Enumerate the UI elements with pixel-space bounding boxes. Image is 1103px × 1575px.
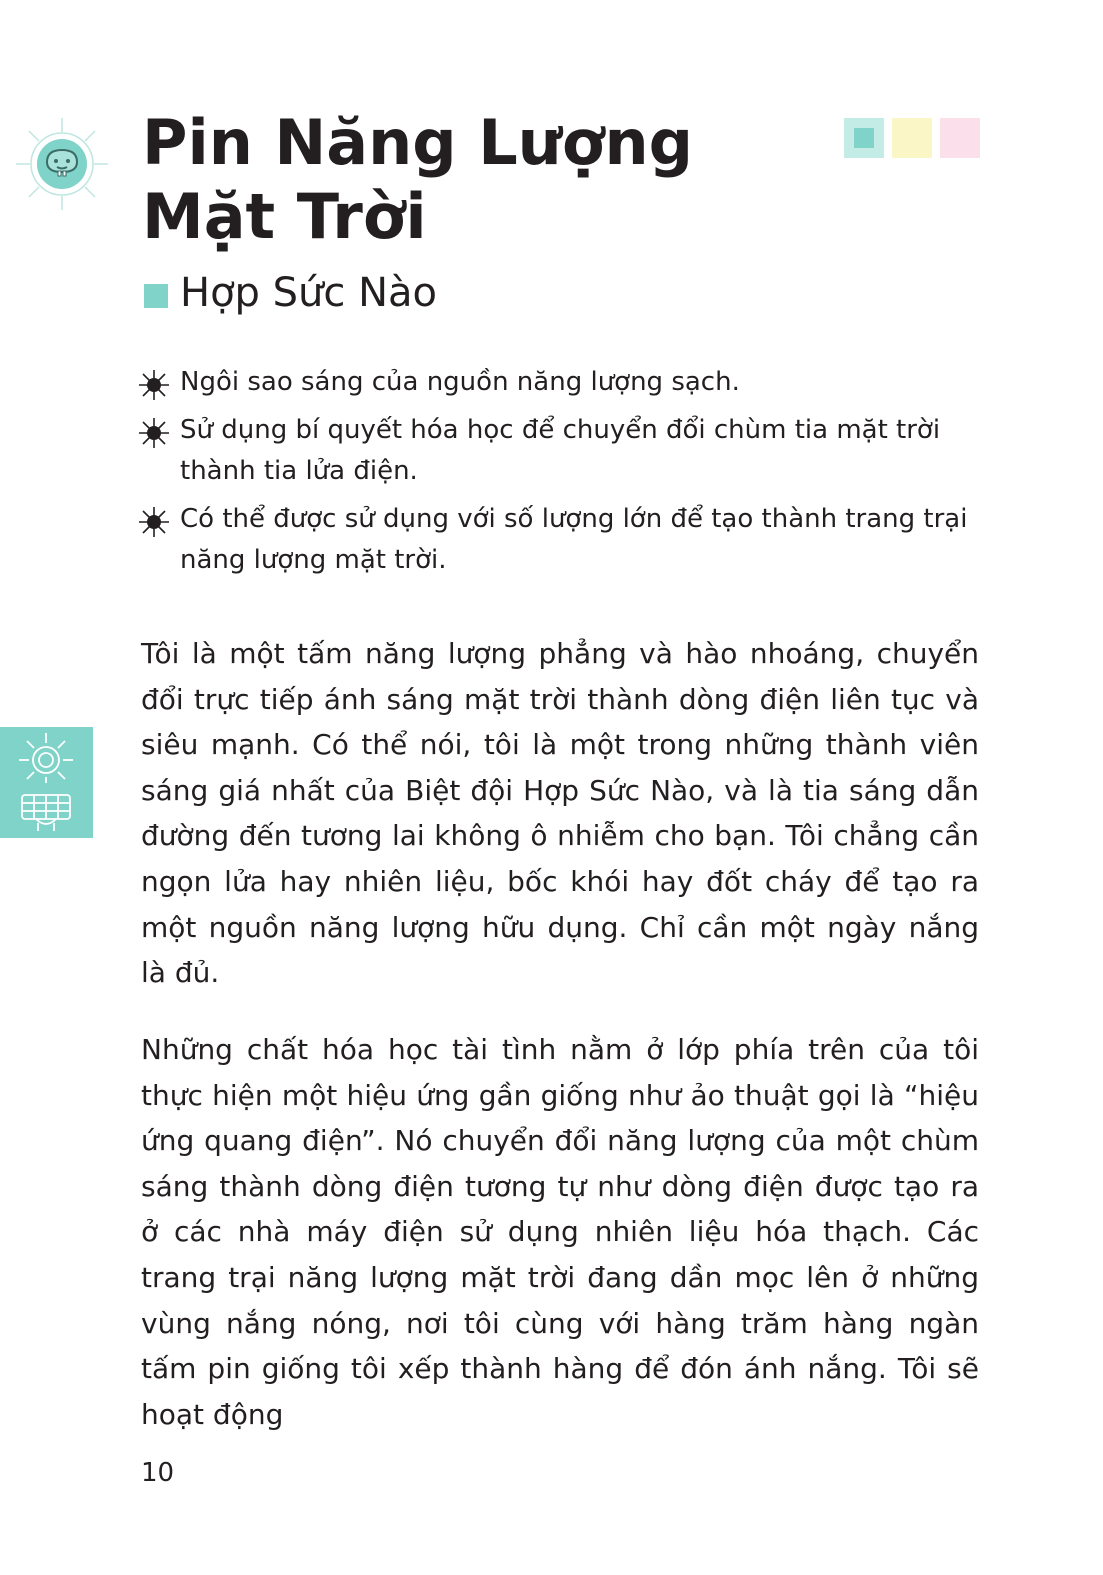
list-item xyxy=(138,362,983,403)
side-tab xyxy=(0,727,93,838)
sun-character-icon xyxy=(14,116,110,212)
sunburst-bullet-icon xyxy=(138,369,170,401)
title-line-2: Mặt Trời xyxy=(142,180,427,253)
subtitle xyxy=(144,264,437,322)
color-swatches xyxy=(844,118,980,158)
list-item-text: Ngôi sao sáng của nguồn năng lượng sạch. xyxy=(180,367,740,397)
list-item xyxy=(138,499,983,581)
feature-list xyxy=(138,362,983,588)
sunburst-bullet-icon xyxy=(138,417,170,449)
body-paragraph-1: Tôi là một tấm năng lượng phẳng và hào nhoáng, chuyển đổi trực tiếp ánh sáng mặt trời thành dòng điện liên tục và siêu mạnh. Có thể nói, tôi là một trong những thành viên sáng giá nhất của Biệt đội Hợp Sức Nào, và là tia sáng dẫn đường đến tương lai không ô nhiễm cho bạn. Tôi chẳng cần ngọn lửa hay nhiên liệu, bốc khói hay đốt cháy để tạo ra một nguồn năng lượng hữu dụng. Chỉ cần một ngày nắng là đủ. xyxy=(141,637,979,990)
solar-panel-character-icon xyxy=(0,727,93,838)
title-line-1: Pin Năng Lượng xyxy=(142,106,694,179)
body-paragraph-2: Những chất hóa học tài tình nằm ở lớp phía trên của tôi thực hiện một hiệu ứng gần giống như ảo thuật gọi là “hiệu ứng quang điện”. Nó chuyển đổi năng lượng của một chùm sáng thành dòng điện tương tự như dòng điện được tạo ra ở các nhà máy điện sử dụng nhiên liệu hóa thạch. Các trang trại năng lượng mặt trời đang dần mọc lên ở những vùng nắng nóng, nơi tôi cùng với hàng trăm hàng ngàn tấm pin giống tôi xếp thành hàng để đón ánh nắng. Tôi sẽ hoạt động xyxy=(141,1033,979,1431)
subtitle-square-icon xyxy=(144,284,168,308)
list-item-text: Sử dụng bí quyết hóa học để chuyển đổi chùm tia mặt trời thành tia lửa điện. xyxy=(180,415,941,486)
sunburst-bullet-icon xyxy=(138,506,170,538)
list-item xyxy=(138,410,983,492)
page-title xyxy=(142,106,782,254)
yellow-swatch xyxy=(892,118,932,158)
teal-swatch xyxy=(844,118,884,158)
list-item-text: Có thể được sử dụng với số lượng lớn để tạo thành trang trại năng lượng mặt trời. xyxy=(180,504,968,575)
subtitle-text: Hợp Sức Nào xyxy=(180,270,438,316)
page-number: 10 xyxy=(141,1458,175,1488)
pink-swatch xyxy=(940,118,980,158)
